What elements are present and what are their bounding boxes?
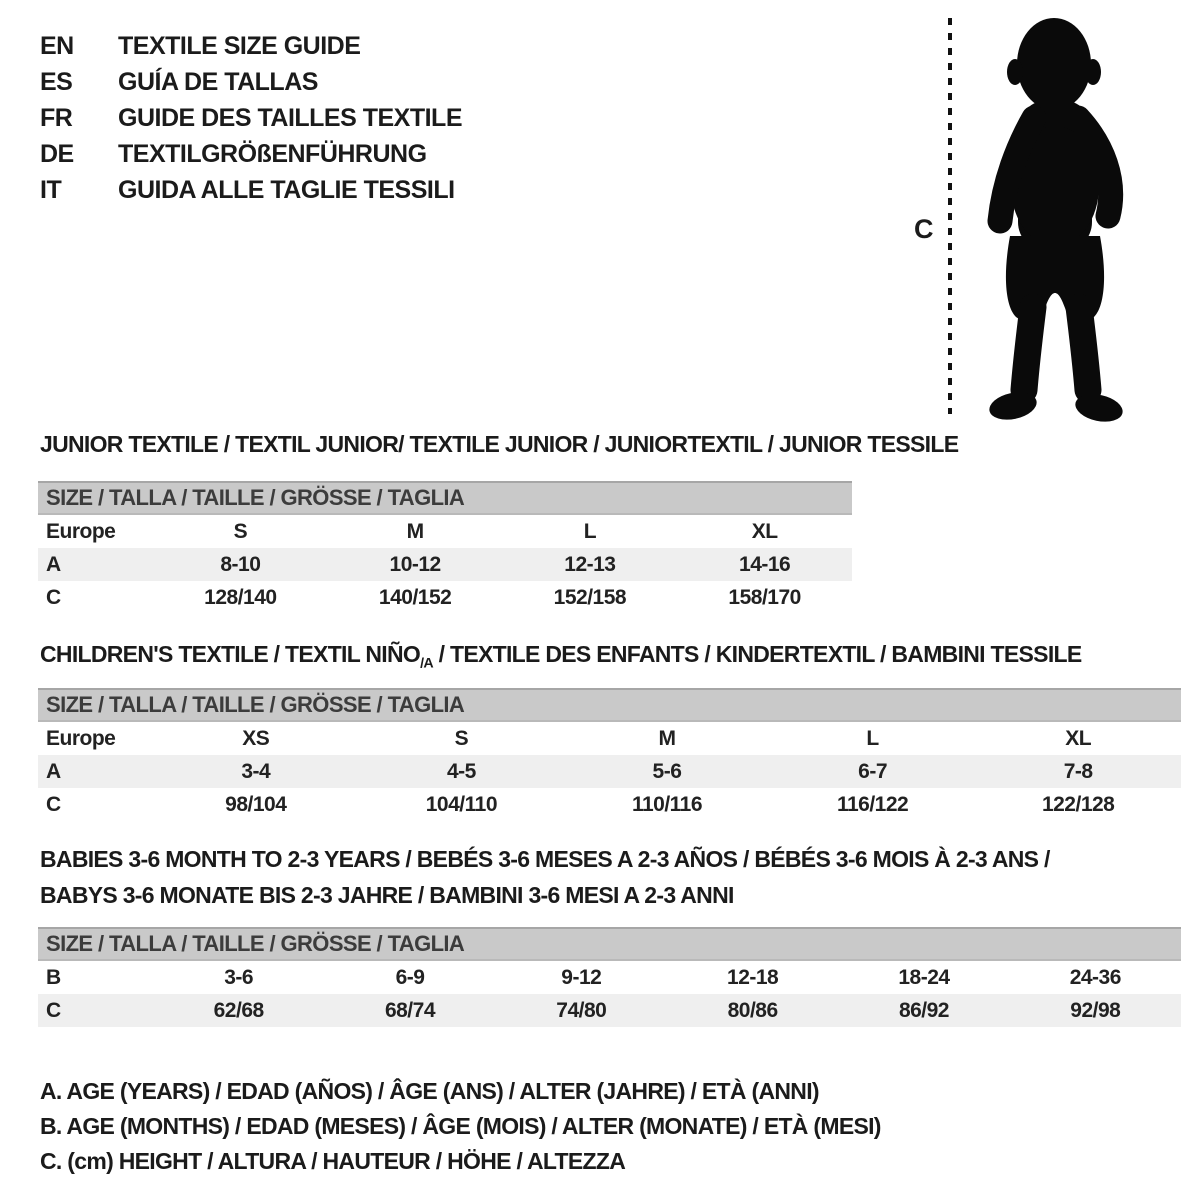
table-body <box>38 961 1181 1027</box>
table-row <box>38 581 852 614</box>
table-cell: 8-10 <box>220 552 261 576</box>
size-table-header <box>38 927 1181 961</box>
lang-row-es <box>40 64 462 100</box>
table-cell: 3-6 <box>224 965 254 989</box>
table-cell: 9-12 <box>561 965 602 989</box>
language-title-list <box>40 28 462 208</box>
size-table-header <box>38 481 852 515</box>
row-label: A <box>46 759 61 783</box>
table-cell: L <box>866 726 879 750</box>
legend-line-c: C. (cm) HEIGHT / ALTURA / HAUTEUR / HÖHE / ALTEZZA <box>40 1148 626 1174</box>
table-cell: S <box>233 519 248 543</box>
children-title-after: / TEXTILE DES ENFANTS / KINDERTEXTIL / BAMBINI TESSILE <box>432 641 1082 667</box>
table-cell: 92/98 <box>1070 998 1121 1022</box>
table-cell: 86/92 <box>898 998 949 1022</box>
measure-legend <box>40 1074 881 1179</box>
guide-title: GUÍA DE TALLAS <box>118 67 318 96</box>
section-title-babies <box>40 841 1050 913</box>
row-label: B <box>46 965 61 989</box>
lang-code: ES <box>40 67 73 96</box>
table-row <box>38 994 1181 1027</box>
lang-code: DE <box>40 139 74 168</box>
lang-row-de <box>40 136 462 172</box>
table-cell: 10-12 <box>389 552 441 576</box>
table-cell: M <box>406 519 424 543</box>
lang-row-fr <box>40 100 462 136</box>
table-row <box>38 788 1181 821</box>
babies-title-line-1: BABIES 3-6 MONTH TO 2-3 YEARS / BEBÉS 3-6 MESES A 2-3 AÑOS / BÉBÉS 3-6 MOIS À 2-3 ANS / <box>40 846 1050 872</box>
table-cell: XS <box>242 726 270 750</box>
table-body <box>38 722 1181 821</box>
table-cell: 24-36 <box>1069 965 1121 989</box>
guide-title: GUIDA ALLE TAGLIE TESSILI <box>118 175 455 204</box>
legend-line-b: B. AGE (MONTHS) / EDAD (MESES) / ÂGE (MOIS) / ALTER (MONATE) / ETÀ (MESI) <box>40 1113 881 1139</box>
size-table-header-label: SIZE / TALLA / TAILLE / GRÖSSE / TAGLIA <box>46 485 465 510</box>
row-label: C <box>46 998 61 1022</box>
table-cell: 74/80 <box>556 998 607 1022</box>
table-cell: 6-9 <box>395 965 425 989</box>
children-title-sub: /A <box>420 655 433 672</box>
table-cell: 140/152 <box>378 585 452 609</box>
children-title-before: CHILDREN'S TEXTILE / TEXTIL NIÑO <box>40 641 421 667</box>
table-row <box>38 548 852 581</box>
table-cell: M <box>658 726 676 750</box>
table-cell: 68/74 <box>384 998 436 1022</box>
baby-figure <box>888 2 1168 430</box>
table-cell: 98/104 <box>225 792 287 816</box>
table-cell: 152/158 <box>553 585 627 609</box>
lang-row-en <box>40 28 462 64</box>
lang-code: FR <box>40 103 73 132</box>
row-label: C <box>46 585 61 609</box>
junior-size-table <box>38 481 852 614</box>
table-cell: 128/140 <box>204 585 277 609</box>
babies-size-table <box>38 927 1181 1027</box>
section-title-children <box>40 641 1082 672</box>
guide-title: TEXTILE SIZE GUIDE <box>118 31 361 60</box>
table-cell: 18-24 <box>898 965 950 989</box>
size-table-header-label: SIZE / TALLA / TAILLE / GRÖSSE / TAGLIA <box>46 692 465 717</box>
table-cell: 80/86 <box>727 998 778 1022</box>
row-label: C <box>46 792 61 816</box>
table-cell: 62/68 <box>213 998 264 1022</box>
table-cell: 122/128 <box>1041 792 1115 816</box>
table-cell: XL <box>751 519 778 543</box>
lang-code: EN <box>40 31 74 60</box>
table-cell: 110/116 <box>631 792 703 816</box>
size-table-header-label: SIZE / TALLA / TAILLE / GRÖSSE / TAGLIA <box>46 931 465 956</box>
table-cell: 6-7 <box>858 759 887 783</box>
guide-title: GUIDE DES TAILLES TEXTILE <box>118 103 463 132</box>
legend-line-a: A. AGE (YEARS) / EDAD (AÑOS) / ÂGE (ANS) / ALTER (JAHRE) / ETÀ (ANNI) <box>40 1078 819 1104</box>
table-cell: 158/170 <box>728 585 801 609</box>
row-label: Europe <box>46 519 116 543</box>
size-table-header <box>38 688 1181 722</box>
section-title-junior: JUNIOR TEXTILE / TEXTIL JUNIOR/ TEXTILE JUNIOR / JUNIORTEXTIL / JUNIOR TESSILE <box>40 431 959 457</box>
table-row <box>38 961 1181 994</box>
lang-row-it <box>40 172 462 208</box>
table-row <box>38 515 852 548</box>
table-cell: L <box>583 519 597 543</box>
toddler-silhouette-icon <box>987 18 1125 426</box>
lang-code: IT <box>40 175 62 204</box>
table-row <box>38 755 1181 788</box>
height-measure-label: C <box>914 214 933 244</box>
guide-title: TEXTILGRÖßENFÜHRUNG <box>118 139 427 168</box>
table-cell: 14-16 <box>739 552 791 576</box>
row-label: Europe <box>46 726 116 750</box>
table-cell: XL <box>1065 726 1092 750</box>
table-cell: 104/110 <box>425 792 498 816</box>
table-cell: 5-6 <box>652 759 682 783</box>
babies-title-line-2: BABYS 3-6 MONATE BIS 2-3 JAHRE / BAMBINI 3-6 MESI A 2-3 ANNI <box>40 882 734 908</box>
table-row <box>38 722 1181 755</box>
table-cell: 3-4 <box>241 759 271 783</box>
table-cell: 12-13 <box>564 552 616 576</box>
table-cell: 12-18 <box>727 965 779 989</box>
children-size-table <box>38 688 1181 821</box>
table-cell: S <box>454 726 469 750</box>
table-cell: 4-5 <box>446 759 476 783</box>
table-body <box>38 515 852 614</box>
table-cell: 7-8 <box>1063 759 1093 783</box>
table-cell: 116/122 <box>836 792 909 816</box>
row-label: A <box>46 552 61 576</box>
